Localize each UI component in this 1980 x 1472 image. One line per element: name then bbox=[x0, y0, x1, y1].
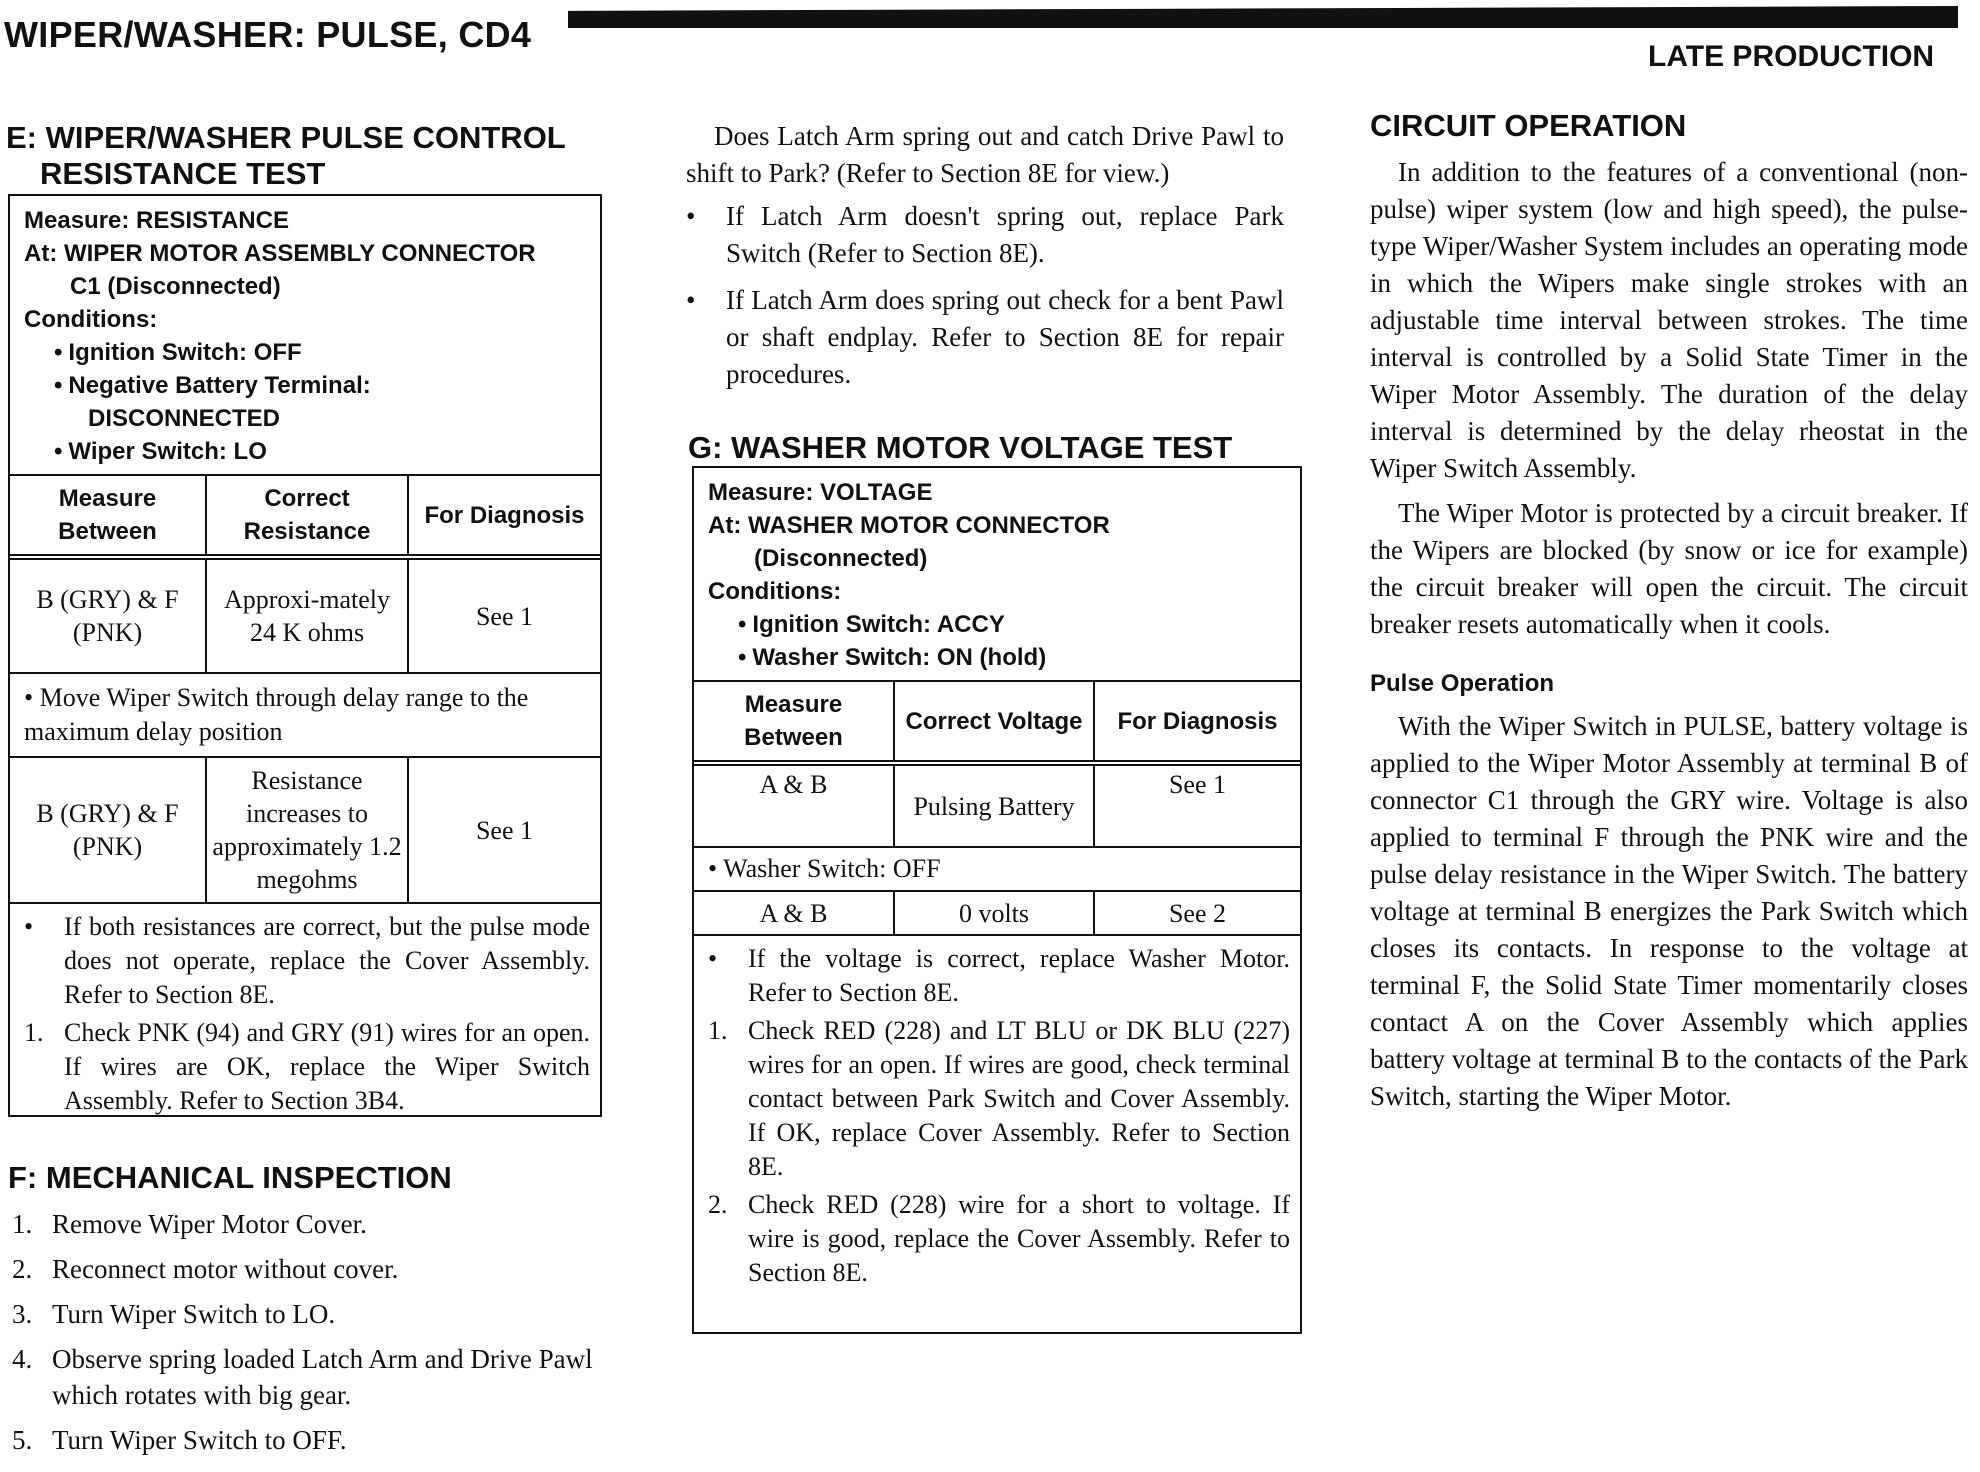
col-measure-between: Measure Between bbox=[10, 475, 206, 557]
diagnosis-notes bbox=[10, 904, 600, 1128]
circuit-operation-text: In addition to the features of a conventional (non-pulse) wiper system (low and high speed), the pulse-type Wiper/Washer System includes an operating mode in which the Wipers make single strokes with an adjustable time interval between strokes. The time interval is controlled by a Solid State Timer in the Wiper Motor Assembly. The duration of the delay interval is determined by the delay rheostat in the Wiper Switch Assembly. The Wiper Motor is protected by a circuit breaker. If the Wipers are blocked (by snow or ice for example) the circuit breaker will open the circuit. The circuit breaker resets automatically when it cools. Pulse Operation With the Wiper Switch in PULSE, battery voltage is applied to the Wiper Motor Assembly at terminal B of connector C1 through the GRY wire. Voltage is also applied to terminal F through the PNK wire and the pulse delay resistance in the Wiper Switch. The battery voltage at terminal B energizes the Park Switch which closes its contacts. In response to the voltage at terminal F, the Solid State Timer momentarily closes contact A on the Cover Assembly which applies battery voltage at terminal B to the contacts of the Park Switch, starting the Wiper Motor. bbox=[1370, 157, 1968, 1111]
col-correct-resistance: Correct Resistance bbox=[206, 475, 408, 557]
list-item: 1. Check RED (228) and LT BLU or DK BLU (227) wires for an open. If wires are good, check terminal contact between Park Switch and Cover Assembly. If OK, replace Cover Assembly. Refer to Section 8E. bbox=[708, 1016, 1290, 1181]
list-item: 2. Check RED (228) wire for a short to voltage. If wire is good, replace the Cover Assembly. Refer to Section 8E. bbox=[708, 1190, 1290, 1287]
latch-arm-question: Does Latch Arm spring out and catch Drive Pawl to shift to Park? (Refer to Section 8E for view.) • If Latch Arm doesn't spring out, replace Park Switch (Refer to Section 8E). • If Latch Arm does spring out check for a bent Pawl or shaft endplay. Refer to Section 8E for repair procedures. bbox=[686, 118, 1284, 397]
col-for-diagnosis: For Diagnosis bbox=[408, 475, 600, 557]
test-conditions: Measure: VOLTAGE At: WASHER MOTOR CONNECTOR (Disconnected) Conditions: • Ignition Switch: ACCY • Washer Switch: ON (hold) bbox=[694, 468, 1300, 680]
table-cell: Pulsing Battery bbox=[894, 763, 1094, 847]
list-item: 1. Remove Wiper Motor Cover. bbox=[12, 1209, 367, 1239]
list-item: 3. Turn Wiper Switch to LO. bbox=[12, 1299, 336, 1329]
table-cell: A & B bbox=[694, 891, 894, 935]
page-title: WIPER/WASHER: PULSE, CD4 bbox=[4, 14, 532, 55]
table-cell: 0 volts bbox=[894, 891, 1094, 935]
col-correct-voltage: Correct Voltage bbox=[894, 681, 1094, 763]
table-cell: Approxi-mately 24 K ohms bbox=[206, 557, 408, 673]
resistance-test-box bbox=[8, 194, 602, 1117]
section-f-heading: F: MECHANICAL INSPECTION bbox=[8, 1160, 452, 1195]
voltage-table bbox=[694, 680, 1300, 936]
inspection-steps bbox=[12, 1206, 612, 1467]
test-conditions: Measure: RESISTANCE At: WIPER MOTOR ASSEMBLY CONNECTOR C1 (Disconnected) Conditions: • Ignition Switch: OFF • Negative Battery Terminal: DISCONNECTED • Wiper Switch: LO bbox=[10, 196, 600, 474]
diagnosis-notes bbox=[694, 936, 1300, 1300]
list-item: • If Latch Arm does spring out check for a bent Pawl or shaft endplay. Refer to Section 8E for repair procedures. bbox=[686, 285, 1284, 389]
table-cell: B (GRY) & F (PNK) bbox=[10, 757, 206, 903]
list-item: • If Latch Arm doesn't spring out, replace Park Switch (Refer to Section 8E). bbox=[686, 201, 1284, 268]
list-item: 5. Turn Wiper Switch to OFF. bbox=[12, 1425, 347, 1455]
col-for-diagnosis: For Diagnosis bbox=[1094, 681, 1300, 763]
list-item: 2. Reconnect motor without cover. bbox=[12, 1254, 399, 1284]
col-measure-between: Measure Between bbox=[694, 681, 894, 763]
table-note: • Washer Switch: OFF bbox=[694, 847, 1300, 891]
table-cell: B (GRY) & F (PNK) bbox=[10, 557, 206, 673]
section-g-heading: G: WASHER MOTOR VOLTAGE TEST bbox=[688, 430, 1233, 465]
list-item: 1. Check PNK (94) and GRY (91) wires for an open. If wires are OK, replace the Wiper Switch Assembly. Refer to Section 3B4. bbox=[24, 1018, 590, 1115]
pulse-operation-heading: Pulse Operation bbox=[1370, 670, 1555, 697]
resistance-table bbox=[10, 474, 600, 904]
list-item: • If both resistances are correct, but the pulse mode does not operate, replace the Cover Assembly. Refer to Section 8E. bbox=[24, 912, 590, 1009]
title-rule bbox=[568, 6, 1958, 28]
table-cell: See 2 bbox=[1094, 891, 1300, 935]
table-note: • Move Wiper Switch through delay range to the maximum delay position bbox=[10, 673, 600, 757]
table-cell: See 1 bbox=[408, 757, 600, 903]
table-cell: A & B bbox=[694, 763, 894, 847]
table-cell: Resistance increases to approximately 1.2 megohms bbox=[206, 757, 408, 903]
table-cell: See 1 bbox=[408, 557, 600, 673]
list-item: • If the voltage is correct, replace Washer Motor. Refer to Section 8E. bbox=[708, 944, 1290, 1007]
list-item: 4. Observe spring loaded Latch Arm and Drive Pawl which rotates with big gear. bbox=[12, 1344, 593, 1410]
circuit-operation-heading: CIRCUIT OPERATION bbox=[1370, 108, 1687, 143]
table-cell: See 1 bbox=[1094, 763, 1300, 847]
voltage-test-box bbox=[692, 466, 1302, 1334]
section-e-heading: E: WIPER/WASHER PULSE CONTROL RESISTANCE TEST bbox=[6, 120, 566, 191]
edition-label: LATE PRODUCTION bbox=[1648, 40, 1935, 73]
